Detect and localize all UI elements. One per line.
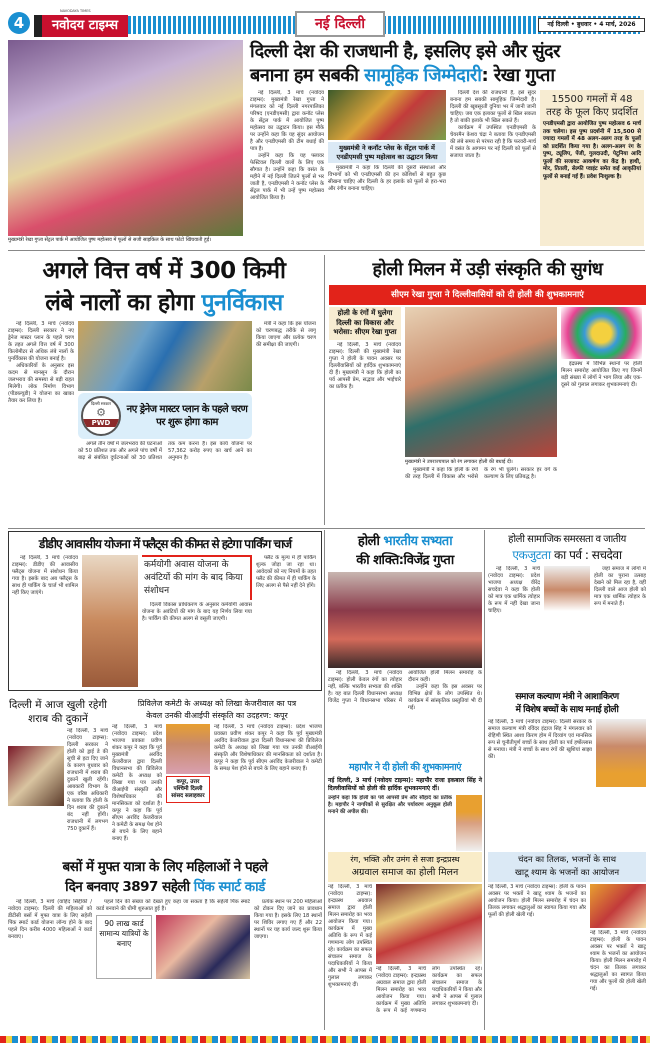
headline: होली भारतीय सभ्यता की शक्ति:विजेंद्र गुप्ता	[356, 534, 454, 568]
article-body: नई दिल्ली, 3 मार्च (नवोदय टाइम्स): दिल्ली सरकार ने होली को ड्राई डे की सूची से हटा दिए जाने के कारण बुधवार को राजधानी में शराब की दुकानें खुली रहेंगी। आबकारी विभाग के एक वरिष्ठ अधिकारी ने बताया कि होली के दिन शराब की दुकानें बंद नहीं होंगी। राजधानी में लगभग 750 दुकानें हैं।	[67, 728, 108, 832]
divider	[8, 250, 645, 251]
article-body: नई दिल्ली, 3 मार्च (नवोदय टाइम्स): दिल्ली की मुख्यमंत्री रेखा गुप्ता ने होली के पावन अवसर पर दिल्लीवासियों को हार्दिक शुभकामनाएं दी हैं। मुख्यमंत्री ने कहा कि होली का पर्व आपसी प्रेम, सद्भाव और भाईचारे का प्रतीक है।	[329, 341, 401, 390]
headline: बसों में मुफ्त यात्रा के लिए महिलाओं ने पहले दिन बनवाए 3897 सहेली पिंक स्मार्ट कार्ड	[62, 859, 268, 895]
stat-box: 90 लाख कार्ड सामान्य यात्रियों के बनाए	[96, 915, 152, 979]
info-box-body: एनडीएमसी द्वारा आयोजित पुष्प महोत्सव 6 मार्च तक चलेगा। इस पुष्प प्रदर्शनी में 15,500 से ज्यादा गमलों में 48 अलग-अलग तरह के फूलों को प्रदर्शित किया गया है। अलग-अलग रंग के पुष्प, ट्यूलिप, पेंजी, गुलदाउदी, पेटूनिया आदि फूलों की सजावट आकर्षण का केंद्र है। हाथी, मोर, तितली, सेल्फी प्वाइंट समेत कई आकृतियां फूलों से बनाई गई हैं। प्रवेश निःशुल्क है।	[543, 121, 641, 180]
headline: डीडीए आवासीय योजना में फ्लैट्स की कीमत से हटेगा पार्किंग चार्ज	[38, 537, 292, 551]
red-banner: सीएम रेखा गुप्ता ने दिल्लीवासियों को दी होली की शुभकामनाएं	[329, 285, 646, 305]
article-dda	[8, 531, 322, 691]
minister-photo	[596, 719, 646, 787]
highlight-box	[142, 555, 252, 600]
kapoor-photo	[166, 724, 210, 774]
pwd-logo: दिल्ली सरकार ⚙ PWD	[81, 396, 121, 436]
headline	[250, 40, 646, 88]
article-body: अगले तीन वर्षों में जलभराव की घटनाओं को 50 प्रतिशत तक और अगले पांच वर्षों में बाढ़ से संबंधित दुर्घटनाओं को 30 प्रतिशत तक कम करना है। इस कार्य योजना पर 57,362 करोड़ रुपए का खर्च आने का अनुमान है।	[78, 441, 252, 461]
article-drains	[8, 255, 320, 526]
headline: प्रिविलेज कमेटी के अध्यक्ष को लिखा केजरीवाल का पत्र केवल उनकी वीआईपी संस्कृति का उदहरण: कपूर	[137, 699, 297, 720]
section-tab: नई दिल्ली	[295, 11, 385, 37]
footer-color-strip	[0, 1036, 650, 1043]
headline: रंग, भक्ति और उमंग से सजा इन्द्रप्रस्थ अग्रवाल समाज का होली मिलन	[328, 852, 482, 882]
photo-caption: मुख्यमंत्री रेखा गुप्ता सेंट्रल पार्क में आयोजित पुष्प महोत्सव में फूलों से सजी साइकिल के साथ फोटो खिंचवाती हुईं।	[8, 237, 212, 243]
article-flower-festival	[250, 40, 646, 246]
article-sachdeva	[488, 532, 646, 688]
article-body: नई दिल्ली, 3 मार्च (नवोदय टाइम्स): प्रदेश भाजपा प्रवक्ता प्रवीण शंकर कपूर ने कहा कि पूर्व मुख्यमंत्री अरविंद केजरीवाल द्वारा दिल्ली विधानसभा की प्रिविलेज कमेटी के अध्यक्ष को लिखा गया पत्र उनकी वीआईपी संस्कृति और विशेषाधिकार की मानसिकता को दर्शाता है। कपूर ने कहा कि पूर्व सीएम अरविंद केजरीवाल ने कमेटी के समक्ष पेश होने से बचने के लिए बहाने बनाए हैं।	[112, 724, 162, 842]
divider	[324, 255, 325, 525]
headline-line: अगले वित्त वर्ष में 300 किमी	[42, 258, 286, 284]
headline: दिल्ली में आज खुली रहेगी शराब की दुकानें	[9, 699, 107, 725]
women-card-photo	[156, 915, 250, 979]
info-box-title: 15500 गमलों में 48 तरह के फूल किए प्रदर्शित	[546, 94, 638, 118]
drainage-plan-box	[78, 393, 252, 439]
article-body: नई दिल्ली, 3 मार्च (नवोदय टाइम्स): इन्द्रप्रस्थ अग्रवाल समाज द्वारा होली मिलन समारोह का भव्य आयोजन किया गया। कार्यक्रम में मुख्य अतिथि के रूप में कई गणमान्य लोग उपस्थित रहे। कार्यक्रम का सफल संचालन समाज के पदाधिकारियों ने किया और सभी ने आपस में गुलाल लगाकर शुभकामनाएं दीं।	[376, 966, 482, 1014]
article-pink-card	[8, 857, 322, 1034]
liquor-photo	[8, 746, 64, 806]
drain-photo	[78, 321, 252, 391]
article-body: मंत्री ने कहा कि इस योजना को चरणबद्ध तरीके से लागू किया जाएगा और प्रत्येक चरण की समीक्षा की जाएगी।	[256, 321, 316, 348]
khatu-shyam-photo	[590, 884, 646, 928]
box-title: कर्मयोगी अवास योजना के अवंटियों की मांग के बाद किया संशोधन	[144, 560, 243, 596]
article-body: नई दिल्ली, 3 मार्च (नवोदय टाइम्स): होली केवल रंगों का त्योहार नहीं, बल्कि भारतीय सभ्यता की शक्ति है। यह बात दिल्ली विधानसभा अध्यक्ष विजेंद्र गुप्ता ने विधानसभा परिसर में आयोजित होली मिलन समारोह के दौरान कही। उन्होंने कहा कि इस अवसर पर विभिन्न क्षेत्रों के लोग उपस्थित थे। कार्यक्रम में सांस्कृतिक प्रस्तुतियां भी दी गईं।	[328, 670, 482, 711]
headline: होली सामाजिक समरसता व जातीय एकजुटता का पर्व : सचदेवा	[508, 534, 626, 562]
article-body: इंद्रप्रस्थ में विभिन्न स्थानों पर होली मिलन समारोह आयोजित किए गए जिनमें बड़ी संख्या में लोगों ने भाग लिया और एक-दूसरे को गुलाल लगाकर शुभकामनाएं दीं।	[561, 361, 642, 388]
article-vijender-gupta	[328, 532, 482, 758]
photo-caption-box: कपूर, उत्तर पश्चिमी दिल्ली सांसद सलाहकार	[166, 776, 210, 803]
box-title: नए ड्रेनेज मास्टर प्लान के पहले चरण पर शुरू होगा काम	[126, 404, 248, 428]
inset-caption: मुख्यमंत्री ने कनॉट प्लेस के सेंट्रल पार्क में एनडीएमसी पुष्प महोत्सव का उद्घाटन किया	[328, 142, 446, 163]
article-body: नई दिल्ली, 3 मार्च (नवोदय टाइम्स): होली के पावन अवसर पर भक्तों ने खाटू श्याम के भजनों का आयोजन किया। होली मिलन समारोह में चंदन का तिलक लगाकर श्रद्धालुओं का स्वागत किया गया और फूलों की होली खेली गई।	[488, 884, 586, 918]
masthead-logo: नवोदय टाइम्स	[34, 15, 128, 37]
holi-colors-image	[561, 307, 642, 359]
article-body: नई दिल्ली, 3 मार्च (नवोदय टाइम्स): डीडीए की आवासीय फ्लैट्स योजना में संशोधन किया गया है। इसके बाद अब फ्लैट्स के साथ ही पार्किंग के चार्ज भी शामिल नहीं किए जाएंगे।	[12, 555, 78, 596]
headline-line: लंबे नालों का होगा पुनर्विकास	[45, 290, 283, 316]
article-asha-kiran	[488, 691, 646, 851]
article-body: पहले दिन की संख्या को देखते हुए कहा जा सकता है कि सहेली पिंक स्मार्ट कार्ड बनवाने की धीमी शुरुआत हुई है।	[96, 899, 250, 912]
article-body: नई दिल्ली, 3 मार्च (नवोदय टाइम्स): प्रदेश भाजपा प्रवक्ता प्रवीण शंकर कपूर ने कहा कि पूर्व मुख्यमंत्री अरविंद केजरीवाल द्वारा दिल्ली विधानसभा की प्रिविलेज कमेटी के अध्यक्ष को लिखा गया पत्र उनकी वीआईपी संस्कृति और विशेषाधिकार की मानसिकता को दर्शाता है। कपूर ने कहा कि पूर्व सीएम अरविंद केजरीवाल ने कमेटी के समक्ष पेश होने से बचने के लिए बहाने बनाए हैं।	[214, 724, 322, 772]
cm-holi-photo	[405, 307, 557, 457]
article-body: नई दिल्ली, 3 मार्च (नवोदय टाइम्स): प्रदेश भाजपा अध्यक्ष वीरेंद्र सचदेवा ने कहा कि होली को मात्र एक धार्मिक त्योहार के रूप में नहीं देखा जाना चाहिए।	[488, 566, 540, 614]
article-body: प्रत्येक स्थान पर 200 महिलाओं को टोकन दिए जाने का प्रावधान किया गया है। इसके लिए 18 स्थानों पर शिविर लगाए गए हैं और 22 स्थानों पर यह कार्य जल्द शुरू किया जाएगा।	[254, 899, 322, 940]
article-body: दिल्ली देश की राजधानी है, इसे सुंदर बनाना हम सबकी सामूहिक जिम्मेदारी है। दिल्ली की खूबसूरती दुनिया भर में जानी जानी चाहिए। जब एक इलाका फूलों से खिल सकता है तो बाकी इलाके भी खिल सकते हैं। कार्यक्रम में उपस्थित एनडीएमसी के चेयरमैन केशव चंद्रा ने बताया कि एनडीएमसी की लंबे समय से परंपरा रही है कि फरवरी-मार्च में वसंत के आगमन पर नई दिल्ली को फूलों से सजाया जाता है।	[450, 90, 536, 159]
sachdeva-photo	[544, 566, 590, 626]
divider	[324, 530, 325, 1030]
article-body: नई दिल्ली, 3 मार्च (वाहिद सिद्दीकी / नवोदय टाइम्स): दिल्ली की महिलाओं को डीटीसी बसों में मुफ्त यात्रा के लिए सहेली पिंक स्मार्ट कार्ड योजना लॉन्च होने के बाद पहले दिन करीब 4000 महिलाओं ने कार्ड बनवाए।	[8, 899, 92, 940]
headline-line: बनाना हम सबकी सामूहिक जिम्मेदारी: रेखा गुप्ता	[250, 65, 555, 86]
article-body: मुख्यमंत्री ने कहा कि दिल्ली की दूसरी संस्थाओं और विभागों को भी एनडीएमसी की इन कोशिशों से बहुत कुछ सीखना चाहिए और दिल्ली के हर इलाके को फूलों से हरा-भरा और रंगीन बनाना चाहिए।	[328, 165, 446, 192]
article-body: नई दिल्ली, 3 मार्च (नवोदय टाइम्स): दिल्ली सरकार के समाज कल्याण मंत्री रविंदर इंद्राज सिंह ने मंगलवार को रोहिणी स्थित आशा किरण होम में दिव्यांग एवं मानसिक रूप से चुनौतीपूर्ण बच्चों के साथ होली का पर्व हर्षोल्लास से मनाया। मंत्री ने बच्चों के साथ रंगों की खुशियां साझा कीं।	[488, 719, 592, 760]
headline: महापौर ने दी होली की शुभकामनाएं	[349, 762, 461, 773]
info-box	[540, 90, 644, 246]
article-body: मुख्यमंत्री ने कहा कि होली के रंगों की तरह दिल्ली में विकास और भरोसे के रंग भी घुलेंगे। सरकार हर वर्ग के कल्याण के लिए प्रतिबद्ध है।	[405, 467, 557, 480]
tractor-icon: ⚙	[96, 406, 106, 419]
article-holi-milan	[329, 257, 646, 526]
photo-caption: मुख्यमंत्री ने उपराज्यपाल को रंग लगाकर होली की बधाई दी।	[405, 459, 513, 465]
article-mayor	[328, 761, 482, 851]
article-body: जहां समाज में लोगों में होली का पुराना उत्साह देखने को मिल रहा है, वहीं दिल्ली वाले आज होली को मात्र एक धार्मिक त्योहार के रूप में मनाते हैं।	[594, 566, 646, 607]
headline: समाज कल्याण मंत्री ने आशाकिरण में विशेष बच्चों के साथ मनाई होली	[515, 692, 619, 715]
article-body: नई दिल्ली, 3 मार्च (नवोदय टाइम्स): इन्द्रप्रस्थ अग्रवाल समाज द्वारा होली मिलन समारोह का भव्य आयोजन किया गया। कार्यक्रम में मुख्य अतिथि के रूप में कई गणमान्य लोग उपस्थित रहे। कार्यक्रम का सफल संचालन समाज के पदाधिकारियों ने किया और सभी ने आपस में गुलाल लगाकर शुभकामनाएं दीं।	[328, 884, 372, 988]
dda-flats-photo	[82, 555, 138, 687]
divider	[484, 530, 485, 1030]
agrawal-photo	[376, 884, 482, 964]
dateline: नई दिल्ली • बुधवार • 4 मार्च, 2026	[538, 18, 645, 32]
divider	[8, 528, 645, 529]
article-body: उन्होंने कहा कि होली का पर्व आपसी प्रेम और सौहार्द का प्रतीक है। महापौर ने नागरिकों से सुरक्षित और पर्यावरण अनुकूल होली मनाने की अपील की।	[328, 795, 452, 815]
article-body: नई दिल्ली, 3 मार्च (नवोदय टाइम्स): होली के पावन अवसर पर भक्तों ने खाटू श्याम के भजनों का आयोजन किया। होली मिलन समारोह में चंदन का तिलक लगाकर श्रद्धालुओं का स्वागत किया गया और फूलों की होली खेली गई।	[590, 930, 646, 992]
masthead-small: NAVODAYA TIMES	[60, 9, 91, 13]
cm-bicycle-photo	[8, 40, 243, 236]
headline: होली मिलन में उड़ी संस्कृति की सुगंध	[372, 259, 603, 280]
headline: चंदन का तिलक, भजनों के साथ खाटू श्याम के भजनों का आयोजन	[488, 852, 646, 882]
page-number: 4	[8, 12, 30, 34]
assembly-holi-photo	[328, 572, 482, 668]
festival-inset-photo	[328, 90, 446, 140]
side-box: होली के रंगों में घुलेगा दिल्ली का विकास और भरोसा: सीएम रेखा गुप्ता	[329, 307, 401, 340]
article-body: नई दिल्ली, 3 मार्च (नवोदय टाइम्स): दिल्ली सरकार ने नए ड्रेनेज मास्टर प्लान के पहले चरण के तहत अगले वित्त वर्ष में 300 किलोमीटर से अधिक लंबे नालों के पुनर्विकास की योजना बनाई है। अधिकारियों के अनुसार इस कदम से मानसून के दौरान जलभराव की समस्या से बड़ी राहत मिलेगी। लोक निर्माण विभाग (पीडब्ल्यूडी) ने योजना का खाका तैयार कर लिया है।	[8, 321, 74, 404]
article-body: दिल्ली विकास प्राधिकरण के अनुसार कर्मयोगी आवास योजना के अवंटियों की मांग के बाद यह निर्णय लिया गया है। पार्किंग की कीमत अलग से वसूली जाएगी।	[142, 602, 252, 622]
article-khatu-shyam	[488, 852, 646, 1034]
article-kapoor	[112, 698, 322, 851]
article-liquor-shops	[8, 698, 108, 851]
headline-line: दिल्ली देश की राजधानी है, इसलिए इसे और सुंदर	[250, 41, 560, 62]
headline	[8, 255, 320, 319]
mayor-photo	[456, 795, 482, 851]
lead-text: नई दिल्ली, 3 मार्च (नवोदय टाइम्स): महापौर राजा इकबाल सिंह ने दिल्लीवासियों को होली की हार्दिक शुभकामनाएं दीं।	[328, 777, 482, 792]
article-body: फ्लैट के मूल्य में ही पार्किंग शुल्क जोड़ा जा रहा था। आवेदकों को नए नियमों के तहत फ्लैट की कीमत में ही पार्किंग के लिए अलग से पैसे नहीं देने होंगे।	[256, 555, 316, 589]
article-body: नई दिल्ली, 3 मार्च (नवोदय टाइम्स): मुख्यमंत्री रेखा गुप्ता ने मंगलवार को नई दिल्ली नगरपालिका परिषद (एनडीएमसी) द्वारा कनॉट प्लेस के सेंट्रल पार्क में आयोजित पुष्प महोत्सव का उद्घाटन किया। इस मौके पर उन्होंने कहा कि यह सुंदर आयोजन है और एनडीएमसी की टीम बधाई की पात्र है। उन्होंने कहा कि यह फ्लावर फेस्टिवल दिल्ली वालों के लिए एक सौगात है। उन्होंने कहा कि वसंत के महीने में नई दिल्ली जितने फूलों से भर जाती है, एनडीएमसी ने कनॉट प्लेस के सेंट्रल पार्क में भी उन्हें पुष्प महोत्सव आयोजित किया है।	[250, 90, 324, 201]
article-agrawal-samaj	[328, 852, 482, 1034]
